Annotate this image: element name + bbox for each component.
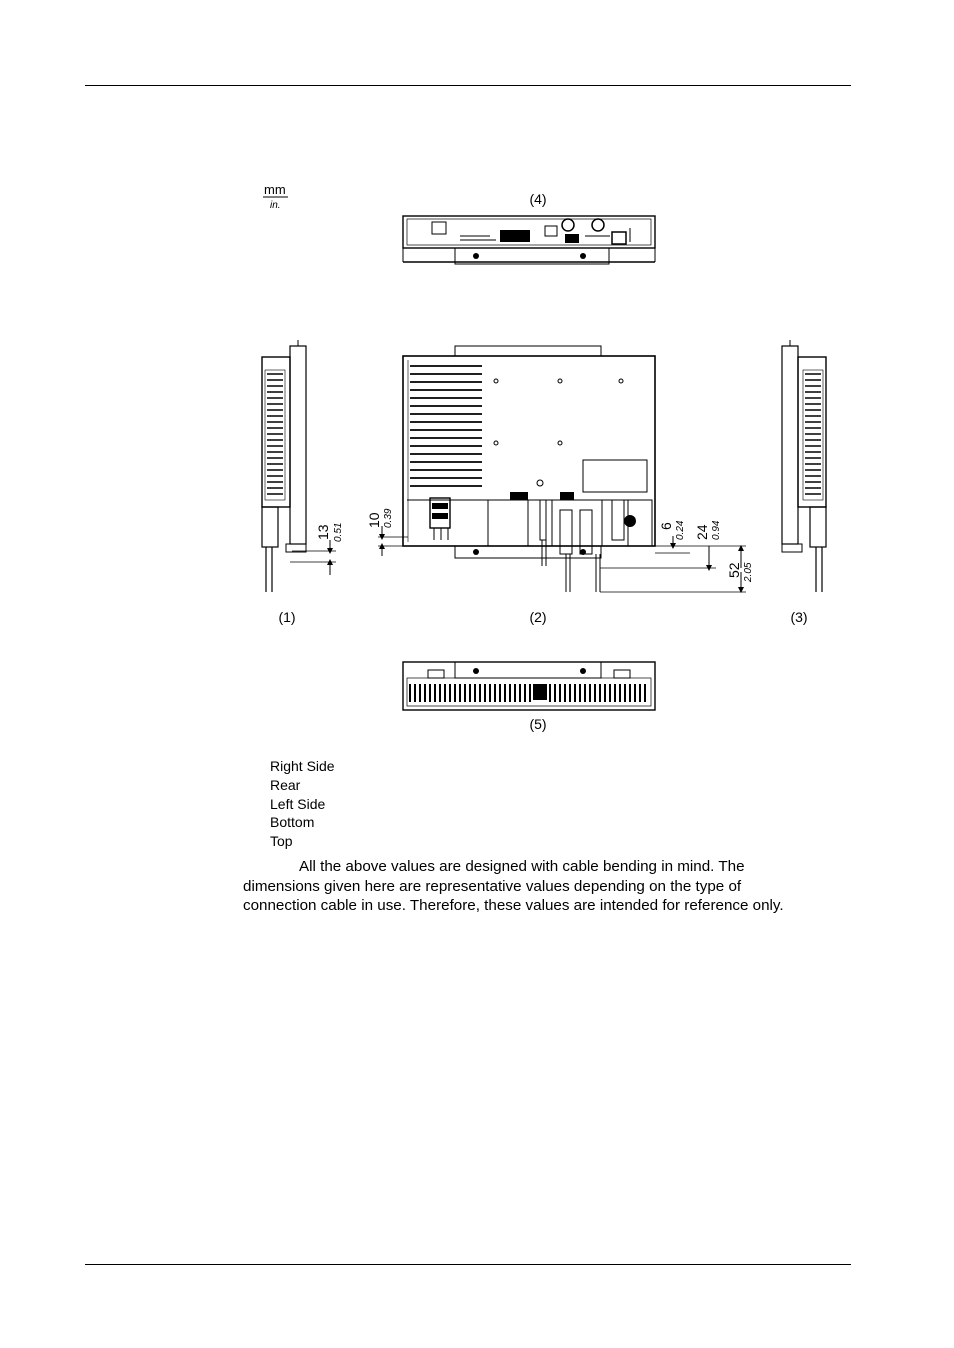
unit-in: in. bbox=[270, 200, 281, 211]
view-label-3: (3) bbox=[790, 609, 808, 625]
view-label-5: (5) bbox=[529, 716, 547, 732]
view-label-2: (2) bbox=[529, 609, 547, 625]
note-line-3: connection cable in use. Therefore, these values are intended for reference only. bbox=[243, 897, 784, 914]
dim-13-in: 0.51 bbox=[333, 522, 344, 542]
view-label-4: (4) bbox=[529, 191, 547, 207]
view-legend bbox=[270, 757, 335, 851]
view-top bbox=[403, 191, 655, 264]
legend-item-left-side: Left Side bbox=[270, 795, 326, 812]
note-line-2: dimensions given here are representative values depending on the type of bbox=[243, 877, 742, 895]
dim-6-in: 0.24 bbox=[675, 520, 686, 540]
legend-item-right-side: Right Side bbox=[270, 758, 335, 774]
note-line-1: All the above values are designed with cable bending in mind. The bbox=[299, 858, 745, 875]
legend-item-bottom: Bottom bbox=[270, 814, 315, 831]
legend-item-rear: Rear bbox=[270, 776, 301, 793]
dim-13-mm: 13 bbox=[315, 524, 331, 540]
cable-note bbox=[243, 857, 843, 916]
view-label-1: (1) bbox=[278, 609, 296, 625]
unit-key bbox=[263, 182, 288, 211]
dim-6-mm: 6 bbox=[658, 522, 674, 530]
legend-item-top: Top bbox=[270, 833, 293, 850]
dim-52-in: 2.05 bbox=[743, 562, 754, 582]
view-rear bbox=[366, 346, 754, 625]
view-bottom bbox=[403, 662, 655, 732]
view-right-side bbox=[262, 340, 344, 625]
dim-10-mm: 10 bbox=[366, 512, 382, 528]
dim-10-in: 0.39 bbox=[383, 508, 394, 528]
footer-rule bbox=[85, 1264, 851, 1265]
view-left-side bbox=[782, 340, 826, 625]
dim-24-mm: 24 bbox=[694, 524, 710, 540]
unit-mm: mm bbox=[264, 182, 286, 197]
dim-24-in: 0.94 bbox=[711, 520, 722, 540]
dim-52-mm: 52 bbox=[726, 562, 742, 578]
